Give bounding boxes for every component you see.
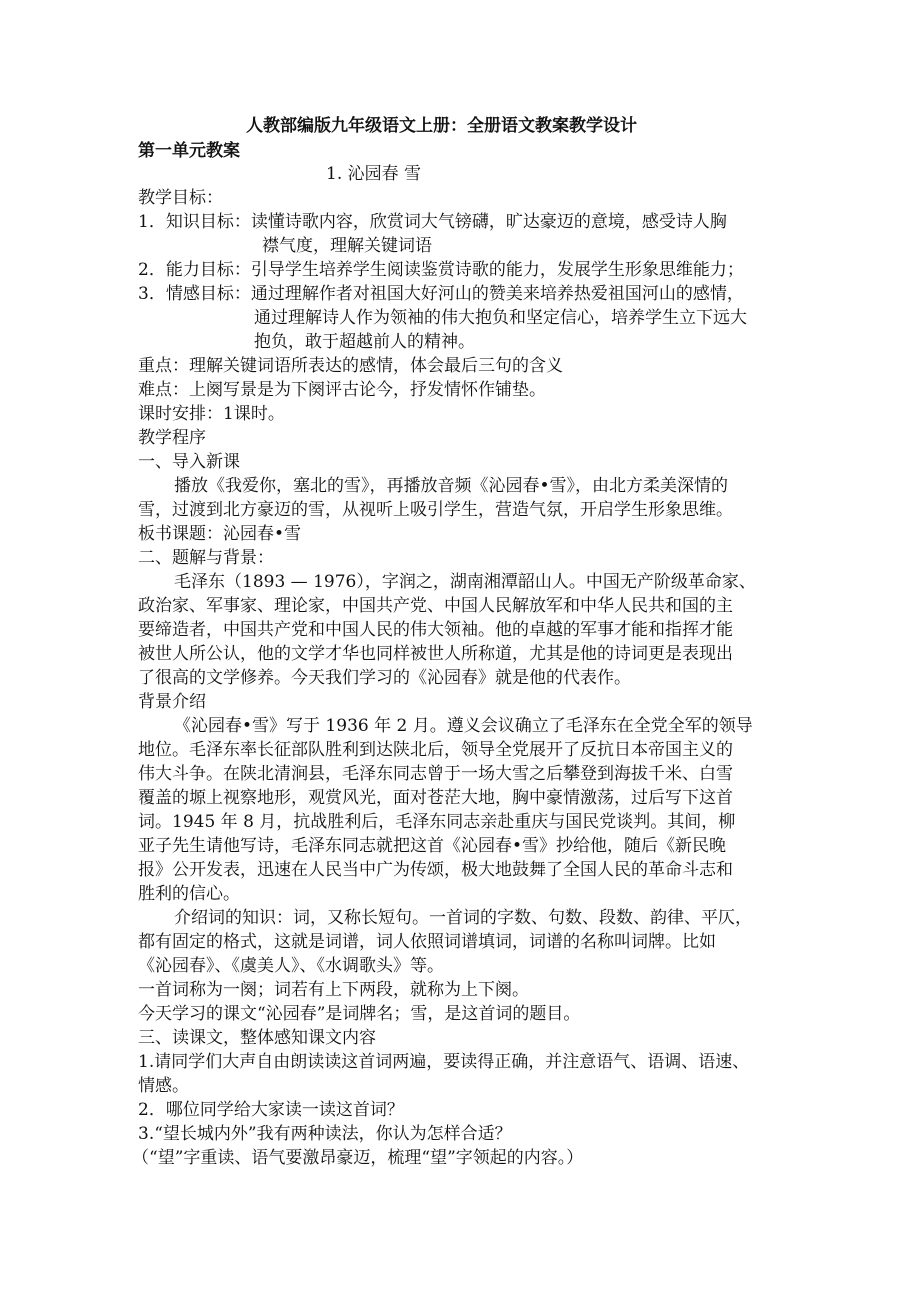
objective-emotion: 3．情感目标：通过理解作者对祖国大好河山的赞美来培养热爱祖国河山的感情， [138, 284, 744, 304]
objective-knowledge: 1．知识目标：读懂诗歌内容，欣赏词大气镑礴，旷达豪迈的意境，感受诗人胸 [138, 212, 727, 232]
document-title: 人教部编版九年级语文上册：全册语文教案教学设计 [246, 116, 637, 136]
ci-knowledge-line-5: 今天学习的课文“沁园春”是词牌名；雪，是这首词的题目。 [138, 1004, 581, 1024]
objectives-heading: 教学目标： [138, 188, 223, 208]
objective-knowledge-cont: 襟气度，理解关键词语 [262, 236, 432, 256]
background-line-1: 《沁园春•雪》写于 1936 年 2 月。遵义会议确立了毛泽东在全党全军的领导 [174, 716, 753, 736]
background-line-7: 报》公开发表，迅速在人民当中广为传颂，极大地鼓舞了全国人民的革命斗志和 [138, 860, 733, 880]
bio-paragraph-line-3: 要缔造者，中国共产党和中国人民的伟大领袖。他的卓越的军事才能和指挥才能 [138, 620, 733, 640]
section-1-paragraph: 播放《我爱你，塞北的雪》，再播放音频《沁园春•雪》，由北方柔美深情的 [174, 476, 729, 496]
question-3: 3.“望长城内外”我有两种读法，你认为怎样合适？ [138, 1124, 512, 1144]
section-1-paragraph-cont: 雪，过渡到北方豪迈的雪，从视听上吸引学生，营造气氛，开启学生形象思维。 [138, 500, 733, 520]
question-1-cont: 情感。 [138, 1076, 189, 1096]
bio-paragraph-line-4: 被世人所公认，他的文学才华也同样被世人所称道，尤其是他的诗词更是表现出 [138, 644, 733, 664]
procedure-heading: 教学程序 [138, 428, 206, 448]
background-line-8: 胜利的信心。 [138, 884, 240, 904]
section-3-heading: 三、读课文，整体感知课文内容 [138, 1028, 376, 1048]
bio-paragraph-line-5: 了很高的文学修养。今天我们学习的《沁园春》就是他的代表作。 [138, 668, 631, 688]
objective-emotion-cont-1: 通过理解诗人作为领袖的伟大抱负和坚定信心，培养学生立下远大 [254, 308, 747, 328]
key-point: 重点：理解关键词语所表达的感情，体会最后三句的含义 [138, 356, 563, 376]
schedule: 课时安排：1课时。 [138, 404, 285, 424]
board-title: 板书课题：沁园春•雪 [138, 524, 302, 544]
objective-ability: 2．能力目标：引导学生培养学生阅读鉴赏诗歌的能力，发展学生形象思维能力； [138, 260, 744, 280]
ci-knowledge-line-2: 都有固定的格式，这就是词谱，词人依照词谱填词，词谱的名称叫词牌。比如 [138, 932, 716, 952]
question-2: 2．哪位同学给大家读一读这首词？ [138, 1100, 404, 1120]
bio-paragraph-line-1: 毛泽东（1893 — 1976），字润之，湖南湘潭韶山人。中国无产阶级革命家、 [174, 572, 756, 592]
background-line-3: 伟大斗争。在陕北清涧县，毛泽东同志曾于一场大雪之后攀登到海拔千米、白雪 [138, 764, 733, 784]
section-2-heading: 二、题解与背景： [138, 548, 274, 568]
background-heading: 背景介绍 [138, 692, 206, 712]
lesson-title: 1. 沁园春 雪 [326, 164, 422, 184]
background-line-2: 地位。毛泽东率长征部队胜利到达陕北后，领导全党展开了反抗日本帝国主义的 [138, 740, 733, 760]
background-line-6: 亚子先生请他写诗，毛泽东同志就把这首《沁园春•雪》抄给他，随后《新民晚 [138, 836, 727, 856]
ci-knowledge-line-1: 介绍词的知识：词，又称长短句。一首词的字数、句数、段数、韵律、平仄， [174, 908, 752, 928]
ci-knowledge-line-4: 一首词称为一阕；词若有上下两段，就称为上下阕。 [138, 980, 529, 1000]
ci-knowledge-line-3: 《沁园春》、《虞美人》、《水调歌头》等。 [138, 956, 444, 976]
question-1: 1.请同学们大声自由朗读读这首词两遍，要读得正确，并注意语气、语调、语速、 [138, 1052, 750, 1072]
bio-paragraph-line-2: 政治家、军事家、理论家，中国共产党、中国人民解放军和中华人民共和国的主 [138, 596, 733, 616]
unit-heading: 第一单元教案 [138, 141, 240, 161]
background-line-4: 覆盖的塬上视察地形，观赏风光，面对苍茫大地，胸中豪情激荡，过后写下这首 [138, 788, 733, 808]
question-3-note: （“望”字重读、语气要激昂豪迈，梳理“望”字领起的内容。） [132, 1148, 584, 1168]
objective-emotion-cont-2: 抱负，敢于超越前人的精神。 [254, 332, 475, 352]
difficulty: 难点：上阕写景是为下阕评古论今，抒发情怀作铺垫。 [138, 380, 546, 400]
background-line-5: 词。1945 年 8 月，抗战胜利后，毛泽东同志亲赴重庆与国民党谈判。其间，柳 [138, 812, 736, 832]
section-1-heading: 一、导入新课 [138, 452, 240, 472]
